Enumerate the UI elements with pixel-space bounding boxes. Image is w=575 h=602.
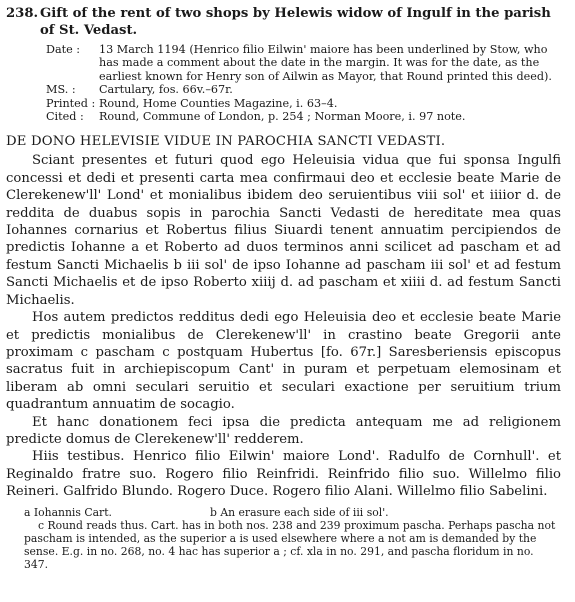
entry-title: Gift of the rent of two shops by Helewis widow of Ingulf in the parish of St. Vedast. [40, 6, 551, 38]
meta-printed-text: Round, Home Counties Magazine, i. 63–4. [99, 96, 338, 110]
charter-paragraph-3: Et hanc donationem feci ipsa die predicta antequam me ad religionem predicte domus de Clerekenew'll' redderem. [6, 414, 561, 447]
footnote-b: b An erasure each side of iii sol'. [210, 505, 389, 519]
witness-list: Hiis testibus. Henrico filio Eilwin' maiore Lond'. Radulfo de Cornhull'. et Reginaldo fratre suo. Rogero filio Reinfridi. Reinfrido filio suo. Willelmo filio Reineri. Galfrido Blundo. Rogero Duce. Rogero filio Alani. Willelmo filio Sabelini. [6, 449, 561, 500]
meta-ms-row [46, 83, 561, 96]
meta-date-label: Date : [46, 43, 81, 56]
footnotes [24, 507, 561, 572]
charter-paragraph-1: Sciant presentes et futuri quod ego Heleuisia vidua que fui sponsa Ingulfi concessi et dedi et presenti carta mea confirmaui deo et ecclesie beate Marie de Clerekenew'll' Lond' et monialibus ibidem deo seruientibus viii sol' et iiiior d. de reddita de duabus sopis in parochia Sancti Vedasti de hereditate mea quas Iohannes cornarius et Robertus filius Siuardi tenent annuatim percipiendos de predictis Iohanne a et Roberto ad duos terminos anni scilicet ad pascham et ad festum Sancti Michaelis b iii sol' de ipso Iohanne ad pascham iii sol' et ad festum Sancti Michaelis et de ipso Roberto xiiij d. ad pascham et xiiii d. ad festum Sancti Michaelis. [6, 153, 561, 308]
meta-cited-text: Round, Commune of London, p. 254 ; Norman Moore, i. 97 note. [99, 110, 466, 124]
footnote-row [24, 507, 561, 520]
footnote-c: c Round reads thus. Cart. has in both nos. 238 and 239 proximum pascha. Perhaps pascha not pascham is intended, as the superior a is used elsewhere where a not am is demanded by the sense. E.g. in no. 268, no. 4 hac has superior a ; cf. xla in no. 291, and pascha floridum in no. 347. [24, 519, 556, 571]
meta-cited-label: Cited : [46, 110, 84, 124]
meta-date-text: 13 March 1194 (Henrico filio Eilwin' maiore has been underlined by Stow, who has made a comment about the date in the margin. It was for the date, as the earliest known for Henry son of Ailwin as Mayor, that Round printed this deed). [99, 43, 552, 83]
meta-ms-label: MS. : [46, 83, 76, 97]
meta-printed-label: Printed : [46, 96, 96, 110]
meta-date-row [46, 43, 561, 83]
latin-title: DE DONO HELEVISIE VIDUE IN PAROCHIA SANCTI VEDASTI. [6, 134, 446, 150]
entry-metadata [46, 43, 561, 123]
entry-number: 238. [6, 6, 39, 21]
footnote-a: a Iohannis Cart. [24, 505, 112, 519]
meta-printed-row [46, 97, 561, 110]
entry-heading [6, 5, 561, 39]
meta-ms-text: Cartulary, fos. 66v.–67r. [99, 83, 233, 97]
meta-cited-row [46, 110, 561, 123]
charter-paragraph-2: Hos autem predictos redditus dedi ego Heleuisia deo et ecclesie beate Marie et predictis monialibus de Clerekenew'll' in crastino beate Gregorii ante proximam c pascham c postquam Hubertus [fo. 67r.] Saresberiensis episcopus sacratus fuit in archiepiscopum Cant' in puram et perpetuam elemosinam et liberam ab omni seculari seruitio et seculari exactione per seruitium trium quadrantum annuatim de socagio. [6, 310, 561, 413]
